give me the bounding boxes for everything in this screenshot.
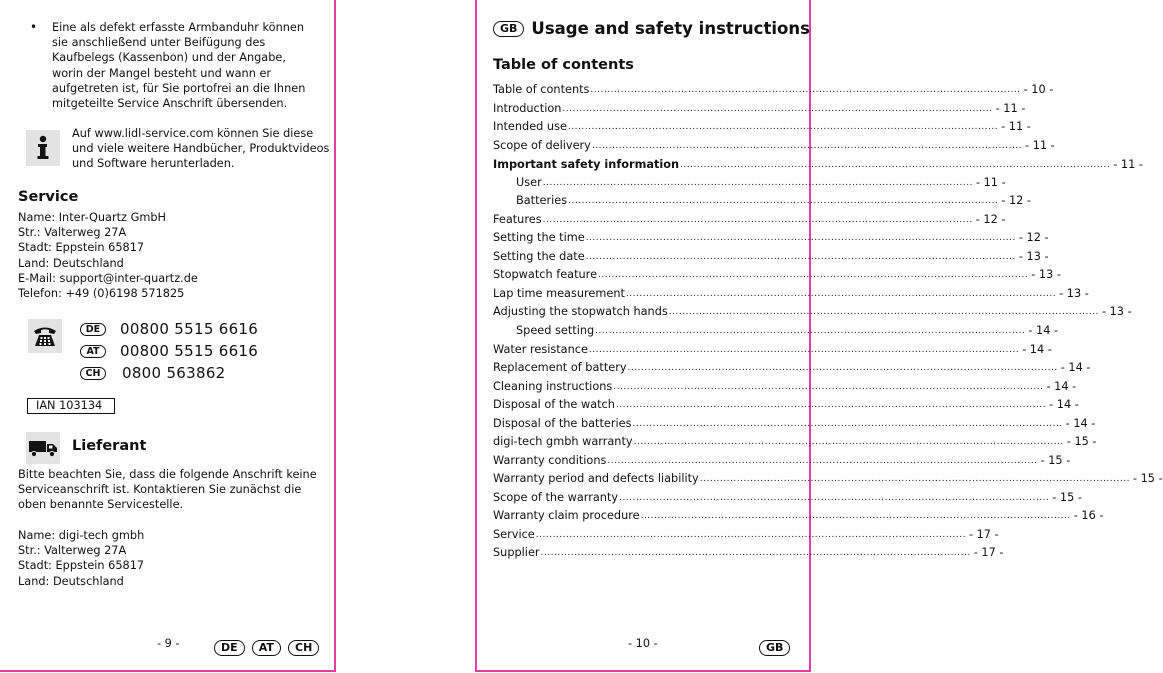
service-heading: Service: [18, 189, 79, 205]
supplier-line: Stadt: Eppstein 65817: [18, 559, 145, 573]
toc-entry[interactable]: [493, 231, 1049, 245]
toc-entry-label: Setting the time: [493, 231, 585, 244]
toc-entry[interactable]: [493, 380, 1077, 394]
toc-entry-label: Water resistance: [493, 343, 588, 356]
toc-dot-leader: ................................................................................................................................: [619, 493, 1050, 503]
toc-entry[interactable]: [493, 343, 1052, 357]
supplier-line: Name: digi-tech gmbh: [18, 529, 145, 542]
toc-entry-page: - 13 -: [1031, 268, 1061, 281]
toc-entry-page: - 12 -: [1018, 231, 1049, 244]
country-badge-de: DE: [80, 323, 106, 336]
toc-dot-leader: ................................................................................................................................: [568, 196, 999, 206]
toc-heading: Table of contents: [493, 57, 634, 73]
toc-entry-label: Introduction: [493, 102, 562, 115]
toc-entry[interactable]: [493, 250, 1049, 264]
toc-entry-page: - 10 -: [1023, 83, 1054, 96]
toc-entry-page: - 11 -: [995, 102, 1026, 115]
footer-badge-at: AT: [252, 640, 281, 656]
footer-badge-de: DE: [214, 640, 245, 656]
info-line: und Software herunterladen.: [72, 157, 235, 171]
supplier-heading: Lieferant: [72, 438, 147, 454]
toc-entry[interactable]: [516, 194, 1032, 208]
toc-entry-page: - 13 -: [1101, 305, 1132, 318]
toc-dot-leader: ................................................................................................................................: [590, 85, 1021, 95]
toc-entry-label: digi-tech gmbh warranty: [493, 435, 633, 448]
bullet-text: Eine als defekt erfasste Armbanduhr können sie anschließend unter Beifügung des Kaufbelegs (Kassenbon) und der Angabe, worin der Mangel besteht und wann er aufgetreten ist, für Sie portofrei an die Ihnen mitgeteilte Service Anschrift übersenden.: [52, 21, 306, 111]
footer-badge-gb: GB: [759, 640, 790, 656]
toc-entry[interactable]: [493, 398, 1079, 412]
toc-entry[interactable]: [493, 287, 1089, 301]
toc-entry[interactable]: [493, 546, 1004, 560]
service-line: Telefon: +49 (0)6198 571825: [18, 287, 185, 301]
page-number-left: - 9 -: [157, 637, 180, 650]
footer-badge-ch: CH: [288, 640, 319, 656]
page-title: Usage and safety instructions: [531, 19, 810, 38]
toc-entry-page: - 13 -: [1059, 287, 1089, 300]
page-number-right: - 10 -: [628, 637, 658, 650]
toc-dot-leader: ................................................................................................................................: [680, 160, 1111, 170]
toc-entry-label: Warranty period and defects liability: [493, 472, 699, 485]
toc-entry[interactable]: [516, 324, 1059, 338]
toc-entry-label: Adjusting the stopwatch hands: [493, 305, 668, 318]
toc-entry[interactable]: [493, 509, 1104, 523]
toc-entry-label: Replacement of battery: [493, 361, 627, 374]
toc-dot-leader: ................................................................................................................................: [540, 548, 971, 558]
toc-entry-page: - 14 -: [1046, 380, 1077, 393]
toc-entry-page: - 11 -: [975, 176, 1006, 189]
toc-entry-label: Table of contents: [493, 83, 590, 96]
toc-entry-page: - 12 -: [975, 213, 1006, 226]
toc-dot-leader: ................................................................................................................................: [588, 345, 1020, 355]
toc-entry[interactable]: [493, 83, 1054, 97]
toc-entry-label: Features: [493, 213, 542, 226]
toc-entry[interactable]: [493, 102, 1026, 116]
toc-entry-label: Setting the date: [493, 250, 585, 263]
toc-entry[interactable]: [493, 472, 1163, 486]
toc-dot-leader: ................................................................................................................................: [542, 178, 973, 188]
toc-dot-leader: ................................................................................................................................: [625, 289, 1057, 299]
supplier-address: [18, 528, 318, 589]
toc-entry-page: - 11 -: [1025, 139, 1055, 152]
ian-box: IAN 103134: [27, 398, 115, 414]
toc-entry[interactable]: [493, 528, 999, 542]
toc-dot-leader: ................................................................................................................................: [585, 252, 1016, 262]
toc-entry[interactable]: [493, 417, 1096, 431]
toc-entry-label: Warranty conditions: [493, 454, 607, 467]
toc-entry[interactable]: [516, 176, 1006, 190]
toc-entry-label: Important safety information: [493, 158, 680, 171]
phone-row-ch: [80, 362, 226, 384]
supplier-note: Bitte beachten Sie, dass die folgende Anschrift keine Serviceanschrift ist. Kontaktieren Sie zunächst die oben benannte Servicestelle.: [18, 468, 317, 512]
info-icon: [26, 130, 60, 166]
toc-entry-page: - 11 -: [1113, 158, 1143, 171]
toc-dot-leader: ................................................................................................................................: [627, 363, 1058, 373]
toc-entry-page: - 15 -: [1052, 491, 1082, 504]
info-line: und viele weitere Handbücher, Produktvideos: [72, 142, 330, 156]
toc-entry-page: - 14 -: [1022, 343, 1052, 356]
footer-flag-right: [757, 636, 790, 656]
toc-entry-label: Service: [493, 528, 535, 541]
info-text: [72, 126, 332, 172]
service-address: [18, 210, 318, 301]
toc-entry[interactable]: [493, 491, 1082, 505]
service-line: Name: Inter-Quartz GmbH: [18, 211, 167, 224]
toc-dot-leader: ................................................................................................................................: [633, 437, 1064, 447]
toc-entry-page: - 15 -: [1132, 472, 1163, 485]
phone-row-de: [80, 318, 258, 340]
phone-number-de: 00800 5515 6616: [120, 320, 259, 338]
toc-entry[interactable]: [493, 361, 1091, 375]
supplier-line: Land: Deutschland: [18, 574, 124, 588]
toc-dot-leader: ................................................................................................................................: [585, 233, 1016, 243]
toc-entry-page: - 12 -: [1001, 194, 1032, 207]
toc-entry-label: Disposal of the batteries: [493, 417, 632, 430]
service-line: E-Mail: support@inter-quartz.de: [18, 271, 198, 285]
toc-entry-label: Intended use: [493, 120, 567, 133]
toc-entry[interactable]: [493, 120, 1031, 134]
toc-dot-leader: ................................................................................................................................: [607, 456, 1038, 466]
warranty-bullet: [30, 20, 320, 111]
toc-entry[interactable]: [493, 213, 1006, 227]
toc-entry-page: - 14 -: [1065, 417, 1096, 430]
toc-dot-leader: ................................................................................................................................: [613, 382, 1044, 392]
service-line: Str.: Valterweg 27A: [18, 226, 127, 240]
toc-dot-leader: ................................................................................................................................: [598, 270, 1029, 280]
telephone-icon: [28, 319, 62, 353]
toc-entry-label: Cleaning instructions: [493, 380, 613, 393]
bullet-dot: •: [30, 20, 38, 34]
toc-entry[interactable]: [493, 435, 1097, 449]
toc-entry-page: - 14 -: [1049, 398, 1079, 411]
title-row: [493, 19, 810, 38]
toc-entry-page: - 14 -: [1028, 324, 1059, 337]
country-badge-at: AT: [80, 345, 106, 358]
footer-flags-left: [212, 636, 319, 656]
country-badge-ch: CH: [80, 367, 106, 380]
toc-entry-label: User: [516, 176, 542, 189]
toc-dot-leader: ................................................................................................................................: [535, 530, 966, 540]
toc-entry-page: - 15 -: [1066, 435, 1097, 448]
toc-dot-leader: ................................................................................................................................: [567, 122, 999, 132]
toc-entry-label: Scope of the warranty: [493, 491, 619, 504]
toc-dot-leader: ................................................................................................................................: [640, 511, 1071, 521]
toc-entry-page: - 17 -: [973, 546, 1004, 559]
toc-dot-leader: ................................................................................................................................: [632, 419, 1063, 429]
toc-entry[interactable]: [493, 158, 1143, 172]
toc-entry[interactable]: [493, 268, 1061, 282]
toc-entry-page: - 14 -: [1060, 361, 1091, 374]
toc-dot-leader: ................................................................................................................................: [591, 141, 1023, 151]
toc-entry-label: Scope of delivery: [493, 139, 591, 152]
supplier-line: Str.: Valterweg 27A: [18, 544, 127, 558]
service-line: Land: Deutschland: [18, 256, 124, 270]
toc-dot-leader: ................................................................................................................................: [542, 215, 973, 225]
toc-dot-leader: ................................................................................................................................: [562, 104, 993, 114]
toc-dot-leader: ................................................................................................................................: [699, 474, 1130, 484]
toc-entry[interactable]: [493, 454, 1071, 468]
toc-entry-page: - 13 -: [1018, 250, 1049, 263]
toc-entry-page: - 15 -: [1040, 454, 1071, 467]
service-line: Stadt: Eppstein 65817: [18, 241, 145, 255]
language-badge: GB: [493, 21, 524, 37]
toc-entry-label: Disposal of the watch: [493, 398, 615, 411]
toc-entry-label: Lap time measurement: [493, 287, 625, 300]
truck-icon: [26, 432, 60, 464]
info-line: Auf www.lidl-service.com können Sie diese: [72, 127, 314, 140]
phone-number-ch: 0800 563862: [122, 364, 226, 382]
toc-entry-label: Warranty claim procedure: [493, 509, 640, 522]
toc-dot-leader: ................................................................................................................................: [615, 400, 1047, 410]
toc-entry[interactable]: [493, 305, 1132, 319]
toc-entry-label: Supplier: [493, 546, 540, 559]
toc-entry-label: Stopwatch feature: [493, 268, 598, 281]
phone-number-at: 00800 5515 6616: [120, 342, 259, 360]
toc-entry-label: Batteries: [516, 194, 568, 207]
toc-dot-leader: ................................................................................................................................: [668, 307, 1099, 317]
toc-entry-page: - 16 -: [1073, 509, 1104, 522]
toc-dot-leader: ................................................................................................................................: [595, 326, 1026, 336]
toc-entry-label: Speed setting: [516, 324, 595, 337]
phone-row-at: [80, 340, 258, 362]
toc-entry-page: - 17 -: [968, 528, 999, 541]
toc-entry-page: - 11 -: [1001, 120, 1031, 133]
toc-entry[interactable]: [493, 139, 1055, 153]
